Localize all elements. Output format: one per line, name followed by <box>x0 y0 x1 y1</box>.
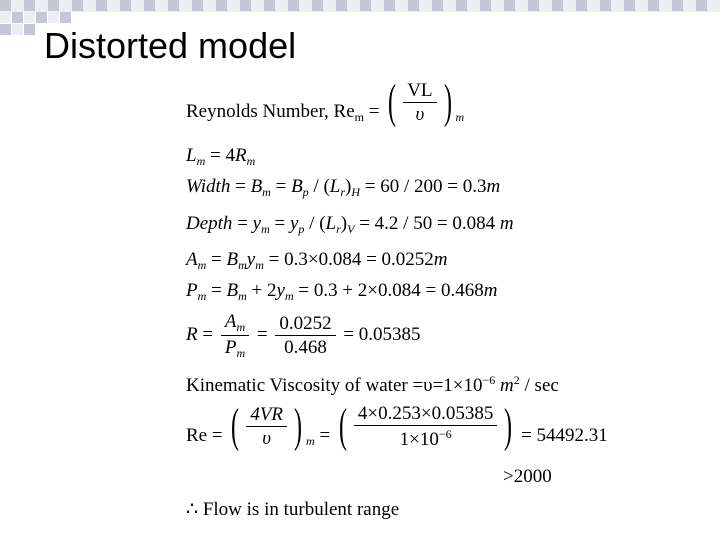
reynolds-number-definition: Reynolds Number, $Re_m$ = ( $\frac{VL}{\upsilon}$ ) $_m$ <box>186 75 465 128</box>
decorative-square <box>48 12 59 23</box>
fraction-values: $\frac{4\times 0.253\times 0.05385}{1\times 10^{-6}}$ <box>354 404 497 449</box>
decorative-square <box>672 0 683 11</box>
width-equation: Width = $B_m = B_p / (L_r)_H = 60 / 200 = 0.3m$ <box>186 176 501 199</box>
decorative-square <box>432 0 443 11</box>
decorative-square <box>588 0 599 11</box>
decorative-square <box>48 0 59 11</box>
hydraulic-radius-equation: R = $\frac{A_m}{P_m}$ = $\frac{0.0252}{0.468}$ = 0.05385 <box>186 311 421 360</box>
decorative-square <box>168 0 179 11</box>
decorative-square <box>348 0 359 11</box>
decorative-square <box>492 0 503 11</box>
conclusion-line: ∴ Flow is in turbulent range <box>186 499 400 520</box>
decorative-square <box>372 0 383 11</box>
decorative-square <box>480 0 491 11</box>
decorative-square <box>468 0 479 11</box>
reynolds-number-calculation: Re = ( $\frac{4VR}{\upsilon}$ ) $_m$ = ( $\frac{4\times 0.253\times 0.05385}{1\times 10^{-6}}$ ) = 54492.31 <box>186 399 608 452</box>
decorative-square <box>72 0 83 11</box>
decorative-square <box>192 0 203 11</box>
decorative-square <box>60 12 71 23</box>
decorative-square <box>0 12 11 23</box>
decorative-square <box>636 0 647 11</box>
decorative-square <box>300 0 311 11</box>
right-paren: ) <box>294 399 303 452</box>
decorative-square <box>24 24 35 35</box>
decorative-square <box>276 0 287 11</box>
decorative-square <box>36 12 47 23</box>
decorative-square <box>660 0 671 11</box>
decorative-square <box>132 0 143 11</box>
decorative-square <box>444 0 455 11</box>
decorative-square <box>384 0 395 11</box>
decorative-square <box>552 0 563 11</box>
decorative-square <box>612 0 623 11</box>
decorative-square <box>36 0 47 11</box>
decorative-square <box>264 0 275 11</box>
decorative-square <box>216 0 227 11</box>
decorative-square <box>600 0 611 11</box>
decorative-square <box>288 0 299 11</box>
decorative-square <box>408 0 419 11</box>
decorative-square <box>24 0 35 11</box>
kinematic-viscosity-line: Kinematic Viscosity of water $=\upsilon=1\times 10^{-6}$ $m^2$ / sec <box>186 373 559 396</box>
right-paren: ) <box>504 399 513 452</box>
decorative-square <box>60 0 71 11</box>
decorative-square <box>360 0 371 11</box>
decorative-square <box>84 0 95 11</box>
decorative-square <box>420 0 431 11</box>
decorative-square <box>120 0 131 11</box>
decorative-square <box>396 0 407 11</box>
decorative-square <box>228 0 239 11</box>
decorative-square <box>456 0 467 11</box>
decorative-square <box>156 0 167 11</box>
decorative-square <box>336 0 347 11</box>
decorative-square <box>540 0 551 11</box>
decorative-square <box>564 0 575 11</box>
fraction: $\frac{VL}{\upsilon}$ <box>403 81 436 124</box>
decorative-square <box>12 0 23 11</box>
decorative-square <box>0 0 11 11</box>
slide-title: Distorted model <box>44 25 297 66</box>
area-equation: $A_m = B_my_m = 0.3\times 0.084 = 0.0252m$ <box>186 249 448 272</box>
fraction-area-over-perimeter: $\frac{A_m}{P_m}$ <box>221 312 249 359</box>
decorative-square <box>684 0 695 11</box>
decorative-square <box>0 24 11 35</box>
decorative-square <box>576 0 587 11</box>
decorative-square <box>180 0 191 11</box>
decorative-square <box>204 0 215 11</box>
right-paren: ) <box>443 75 452 128</box>
decorative-square <box>516 0 527 11</box>
decorative-square <box>96 0 107 11</box>
decorative-square <box>252 0 263 11</box>
decorative-square <box>240 0 251 11</box>
decorative-square <box>12 12 23 23</box>
decorative-square <box>144 0 155 11</box>
decorative-square <box>108 0 119 11</box>
left-paren: ( <box>231 399 240 452</box>
fraction-4vr: $\frac{4VR}{\upsilon}$ <box>246 405 287 448</box>
depth-equation: Depth = $y_m = y_p / (L_r)_V = 4.2 / 50 = 0.084$ m <box>186 213 514 236</box>
decorative-square <box>312 0 323 11</box>
decorative-square <box>648 0 659 11</box>
threshold-note: >2000 <box>503 466 552 487</box>
decorative-square <box>24 12 35 23</box>
decorative-square <box>324 0 335 11</box>
decorative-square <box>696 0 707 11</box>
fraction-values: $\frac{0.0252}{0.468}$ <box>275 314 335 357</box>
left-paren: ( <box>338 399 347 452</box>
length-equation: $L_m = 4R_m$ <box>186 145 256 168</box>
perimeter-equation: $P_m = B_m + 2y_m = 0.3 + 2\times 0.084 = 0.468m$ <box>186 280 498 303</box>
decorative-square <box>528 0 539 11</box>
decorative-square <box>708 0 719 11</box>
left-paren: ( <box>388 75 397 128</box>
decorative-square <box>12 24 23 35</box>
decorative-square <box>624 0 635 11</box>
decorative-square <box>504 0 515 11</box>
